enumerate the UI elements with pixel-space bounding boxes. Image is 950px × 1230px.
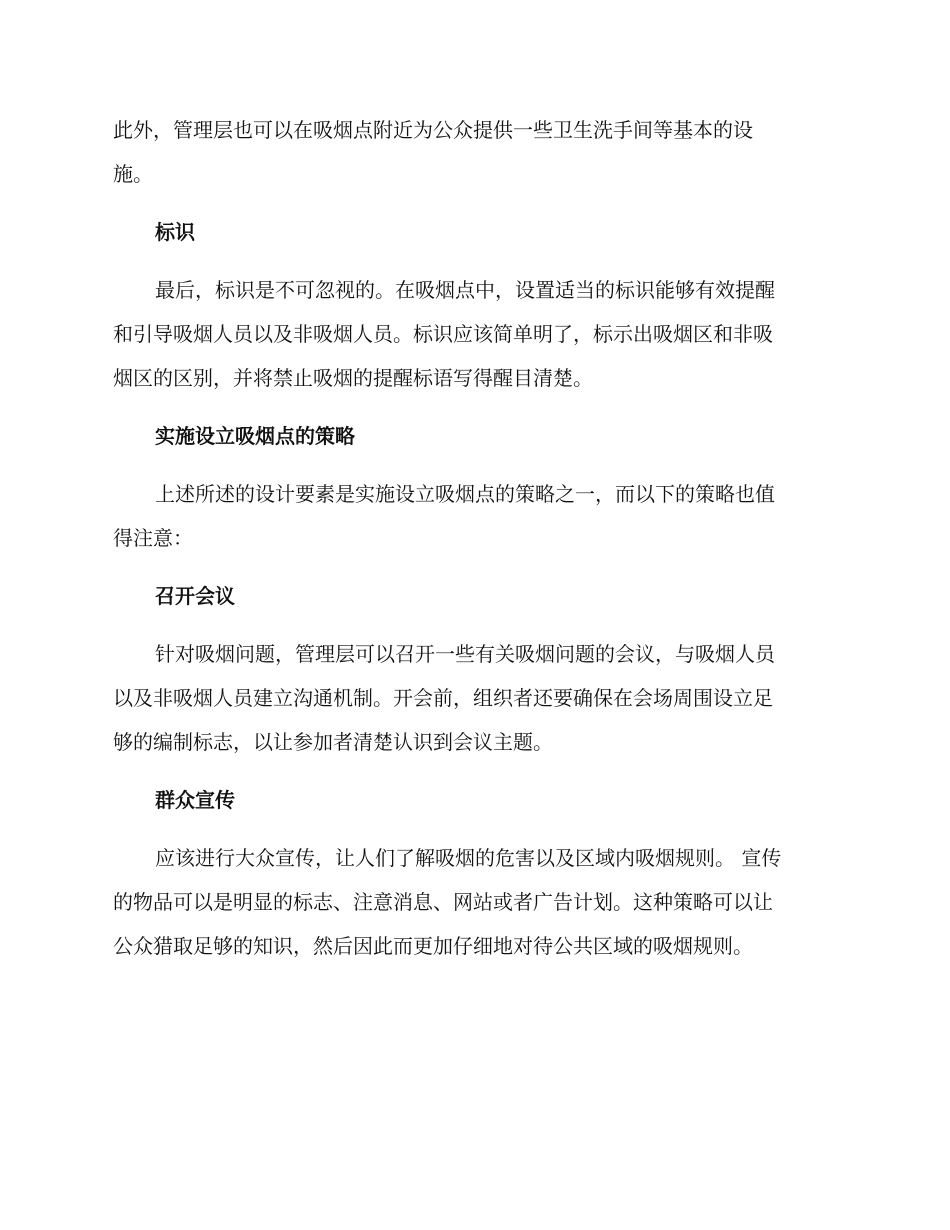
paragraph-line: 和引导吸烟人员以及非吸烟人员。标识应该简单明了，标示出吸烟区和非吸 xyxy=(113,322,773,346)
paragraph-line: 针对吸烟问题，管理层可以召开一些有关吸烟问题的会议，与吸烟人员 xyxy=(155,642,775,666)
paragraph-line: 的物品可以是明显的标志、注意消息、网站或者广告计划。这种策略可以让 xyxy=(113,890,773,914)
document-page xyxy=(113,108,833,968)
heading-publicity: 群众宣传 xyxy=(155,788,235,812)
paragraph-line: 施。 xyxy=(113,162,153,186)
paragraph-line: 上述所述的设计要素是实施设立吸烟点的策略之一，而以下的策略也值 xyxy=(155,482,775,506)
paragraph-line: 最后，标识是不可忽视的。在吸烟点中，设置适当的标识能够有效提醒 xyxy=(155,278,775,302)
paragraph-line: 够的编制标志，以让参加者清楚认识到会议主题。 xyxy=(113,730,553,754)
paragraph-meeting xyxy=(113,632,833,764)
paragraph-line: 应该进行大众宣传，让人们了解吸烟的危害以及区域内吸烟规则。 宣传 xyxy=(155,846,782,870)
paragraph-line: 以及非吸烟人员建立沟通机制。开会前，组织者还要确保在会场周围设立足 xyxy=(113,686,773,710)
heading-signage: 标识 xyxy=(155,220,195,244)
paragraph-line: 烟区的区别，并将禁止吸烟的提醒标语写得醒目清楚。 xyxy=(113,366,593,390)
paragraph-strategy-intro xyxy=(113,472,833,560)
heading-strategy: 实施设立吸烟点的策略 xyxy=(155,424,355,448)
heading-meeting: 召开会议 xyxy=(155,584,235,608)
paragraph-line: 此外，管理层也可以在吸烟点附近为公众提供一些卫生洗手间等基本的设 xyxy=(113,118,753,142)
paragraph-publicity xyxy=(113,836,833,968)
paragraph-line: 得注意： xyxy=(113,526,193,550)
paragraph-signage xyxy=(113,268,833,400)
paragraph-line: 公众猎取足够的知识，然后因此而更加仔细地对待公共区域的吸烟规则。 xyxy=(113,934,753,958)
paragraph-facilities xyxy=(113,108,833,196)
